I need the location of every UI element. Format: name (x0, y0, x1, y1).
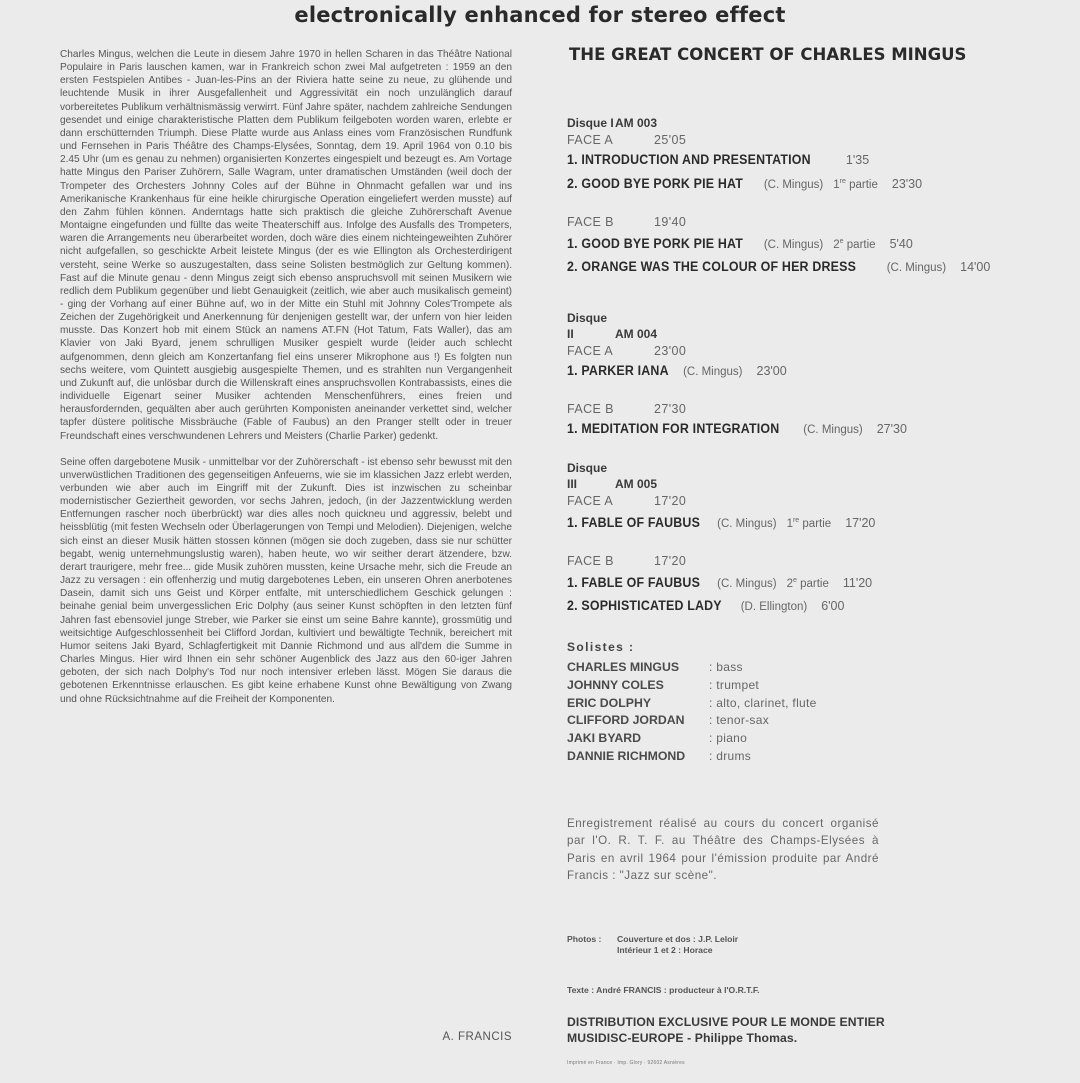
track-number: 1. (567, 363, 578, 378)
track-title-text: SOPHISTICATED LADY (581, 597, 722, 613)
track-duration: 5'40 (889, 236, 913, 251)
imprint-line: Imprimé en France · Imp. Glory · 92602 Asnières (567, 1060, 685, 1066)
disc-label: Disque III (567, 461, 608, 491)
track-composer: (C. Mingus) (717, 577, 777, 590)
disc-header (567, 115, 990, 131)
disc-2 (567, 310, 907, 441)
track-duration: 17'20 (845, 515, 876, 530)
soloist-instrument: : tenor-sax (709, 713, 769, 728)
soloist-row (567, 748, 817, 766)
soloist-row (567, 659, 817, 677)
track-title-text: FABLE OF FAUBUS (581, 514, 701, 530)
part-number: 2 (786, 577, 793, 590)
disc-header (567, 460, 875, 492)
track-number: 1. (567, 152, 578, 167)
track-row (567, 570, 875, 595)
part-word: partie (849, 178, 878, 191)
liner-notes (60, 48, 512, 706)
face-label: FACE B (567, 214, 614, 229)
track-composer: (C. Mingus) (763, 178, 824, 191)
track-title (567, 360, 669, 381)
face-label: FACE A (567, 133, 614, 147)
track-row (567, 231, 990, 256)
track-title (567, 173, 743, 194)
track-title-text: PARKER IANA (581, 363, 669, 378)
disc-label: Disque I (567, 116, 614, 130)
soloist-row (567, 695, 817, 713)
soloist-row (567, 677, 817, 695)
track-part (787, 578, 829, 590)
track-row (567, 256, 990, 279)
track-title-text: GOOD BYE PORK PIE HAT (581, 175, 744, 191)
track-number: 2. (567, 597, 578, 613)
track-row (567, 418, 907, 441)
album-title: THE GREAT CONCERT OF CHARLES MINGUS (569, 45, 967, 64)
part-word: partie (846, 238, 876, 251)
soloist-instrument: : drums (709, 748, 752, 763)
face-label: FACE B (567, 402, 614, 416)
track-row (567, 149, 990, 171)
track-number: 2. (567, 175, 578, 191)
disc-catalog: AM 004 (615, 327, 658, 341)
part-suffix: re (839, 178, 846, 185)
track-title-text: INTRODUCTION AND PRESENTATION (581, 152, 811, 167)
distribution-line-2: MUSIDISC-EUROPE - Philippe Thomas. (567, 1030, 798, 1045)
soloist-instrument: : bass (709, 660, 743, 674)
part-suffix: e (792, 576, 797, 584)
disc-catalog: AM 005 (615, 477, 658, 491)
track-composer: (C. Mingus) (683, 366, 743, 378)
track-duration: 14'00 (960, 259, 991, 274)
track-title (567, 512, 700, 533)
photo-credits (567, 934, 738, 955)
face-header (567, 131, 990, 149)
face-duration: 17'20 (654, 494, 687, 508)
track-part (833, 179, 878, 191)
part-word: partie (802, 517, 832, 530)
stereo-effect-header: electronically enhanced for stereo effect (294, 3, 786, 27)
face-header (567, 492, 875, 510)
track-row (567, 171, 990, 196)
photos-line-1: Couverture et dos : J.P. Leloir (617, 934, 739, 944)
track-duration: 23'00 (756, 364, 787, 378)
face-header (567, 552, 875, 570)
face-header (567, 213, 990, 231)
distribution-block (567, 1015, 885, 1046)
soloist-row (567, 730, 817, 748)
track-number: 1. (567, 514, 578, 530)
solistes-section (567, 640, 817, 766)
soloist-name: CLIFFORD JORDAN (567, 713, 685, 728)
disc-catalog: AM 003 (615, 116, 658, 130)
track-part (787, 518, 832, 530)
soloist-instrument: : alto, clarinet, flute (709, 695, 817, 710)
track-number: 1. (567, 574, 578, 590)
soloist-instrument: : trumpet (709, 677, 760, 692)
track-composer: (C. Mingus) (886, 261, 947, 274)
track-part (833, 239, 875, 251)
disc-3 (567, 460, 875, 618)
track-title (567, 418, 779, 439)
track-title-text: FABLE OF FAUBUS (581, 574, 701, 590)
solistes-title: Solistes : (567, 640, 635, 654)
track-composer: (C. Mingus) (763, 238, 824, 251)
track-duration: 6'00 (821, 598, 845, 613)
track-row (567, 510, 875, 535)
track-title (567, 572, 700, 593)
track-title-text: GOOD BYE PORK PIE HAT (581, 235, 744, 251)
track-composer: (C. Mingus) (803, 424, 863, 436)
soloist-name: DANNIE RICHMOND (567, 748, 686, 763)
track-number: 1. (567, 421, 578, 436)
photos-label: Photos : (567, 934, 602, 944)
soloist-name: CHARLES MINGUS (567, 660, 680, 674)
part-word: partie (800, 577, 829, 590)
part-suffix: e (839, 237, 844, 245)
track-row (567, 595, 875, 618)
track-duration: 27'30 (876, 422, 907, 436)
liner-notes-paragraph-2: Seine offen dargebotene Musik - unmittelbar vor der Zuhörerschaft - ist ebenso sehr bewusst mit den unverwüstlichen Traditionen des gegenseitigen Anfeuerns, wie sie im klassichen Jazz erlebt werden, verbunden wie aber auch im Eingriff mit der Zukunft. Dies ist inzwischen zu scheinbar modernistischer Geziertheit geworden, vor sechs Jahren, jedoch, (in der Jazzentwicklung werden Entfernungen rascher noch überbrückt) war dies alles noch quickneu und aggressiv, belebt und heissblütig (mit festen Wechseln oder Überlagerungen von Tempi und Melodien). Diejenigen, welche sich einst an dieser Musik hätten stossen können (mögen sie doch zugeben, dass sie nur schütter begabt, wenig unternehmungslustig waren), haben heute, wo wir seither derart ätzendere, bzw. derart traurigere, mehr free... gide Musik zuhören mussten, keine Ursache mehr, sich die Freude an Jazz zu versagen : ein offenherzig und mutig dargebotenes Leben, ein unseren Ohren anerbotenes Dasein, damit sich uns Geist und Körper entfalte, mit unterschiedlichem Geschick gelungen : beinahe genial beim unvergesslichen Eric Dolphy (aus seiner Kunst schöpften in den letzten fünf Jahren fast ebensoviel junge Streber, wie Parker sie einst um seine Bahre kannte), grossmütig und weitsichtige Aufgeschlossenheit bei Clifford Jordan, kultiviert und bewältigte Technik, bereichert mit Humor seitens Jaki Byard, Schlagfertigkeit mit Dannie Richmond und aus all'dem die Summe in Charles Mingus. Hier wird Ihnen ein sehr schöner Augenblick des Jazz aus den 60-iger Jahren geboten, der sich nach Dolphy's Tod nur noch intensiver erleben lässt. Mögen Sie daraus die gebotenen Erkenntnisse erlauschen. Es gibt keine erhabene Kunst ohne Bewältigung von Zwang und ohne Rücksichtnahme auf die Freiheit der Komponenten. (60, 456, 512, 705)
part-suffix: re (792, 517, 800, 524)
text-credit: Texte : André FRANCIS : producteur à l'O.R.T.F. (567, 985, 760, 995)
track-row (567, 360, 907, 383)
face-duration: 19'40 (654, 214, 687, 229)
face-label: FACE B (567, 553, 614, 568)
track-composer: (D. Ellington) (740, 600, 808, 613)
track-title (567, 256, 856, 277)
soloist-name: ERIC DOLPHY (567, 695, 652, 710)
soloist-row (567, 712, 817, 730)
part-number: 2 (833, 238, 840, 251)
track-title-text: MEDITATION FOR INTEGRATION (581, 421, 780, 436)
recording-note: Enregistrement réalisé au cours du concert organisé par l'O. R. T. F. au Théâtre des Champs-Elysées à Paris en avril 1964 pour l'émission produite par André Francis : "Jazz sur scène". (567, 817, 879, 882)
disc-1 (567, 115, 990, 279)
face-header (567, 400, 907, 418)
track-title (567, 595, 722, 616)
liner-notes-paragraph-1: Charles Mingus, welchen die Leute in diesem Jahre 1970 in hellen Scharen in das Théâtre National Populaire in Paris lauschen kamen, war in Frankreich schon zwei Mal aufgetreten : 1959 an den ersten Festspielen Antibes - Juan-les-Pins an der Riviera hatte seine zu neue, zu glühende und leuchtende Musik in ihrer Ausgefallenheit und Aggressivität ein noch unzulänglich darauf vorbereitetes Publikum verhältnismässig verwirrt. Fünf Jahre später, nachdem zahlreiche Sendungen gesendet und einige charakteristische Platten dem Publikum feilgeboten worden waren, erlebte er dann erschütternden Triumph. Diese Platte wurde aus Anlass eines vom Französischen Rundfunk und Fernsehen in Paris Théâtre des Champs-Elysées, Sonntag, dem 19. April 1964 von 0.10 bis 2.45 Uhr (um es genau zu nehmen) organisierten Konzertes eingespielt und bezeugt es. Am Vortage hatte Mingus den Pariser Zuhörern, Salle Wagram, unter dramatischen Umständen (weil doch der Trompeter des Orchesters Johnny Coles auf der Bühne in Ohnmacht gefallen war und ins Amerikanische Krankenhaus für eine heikle chirurgische Operation eingeliefert werden musste) auf den Zahm fühlen können. Anderntags hatte sich praktisch die gleiche Zuhörerschaft Avenue Montaigne eingefunden und füllte das weite Theaterschiff aus. Infolge des Ausfalls des Trompeters, waren die Arrangements neu überarbeitet worden, doch wäre dies einem nichteingeweihten Zuhörer nicht aufgefallen, so geschickte Arbeit leistete Mingus (der es wie Ellington als Orchesterdirigent versteht, seine Werke so auszugestalten, dass seine Solisten bestmöglich zur Geltung kommen). Fast auf die Minute genau - denn Mingus zeigt sich ebenso anspruchsvoll mit seinen Musikern wie redlich dem Publikum gegenüber und liebt Genauigkeit (zeitlich, wie aber auch musikalisch gemeint) - ging der Vorhang auf einer Bühne auf, wo in der Mitte ein Stuhl mit Johnny Coles'Trompete als Zeichen der Zugehörigkeit und Anerkennung für denjenigen gestellt war, der unfern von hier leiden musste. Das Konzert hob mit einem Stück an namens AT.FN (Hot Tatum, Fats Waller), das am Klavier von Jaki Byard, jenem schrulligen Musiker gespielt wurde (leider auch schlecht aufgenommen, denn gleich am Konzertanfang fiel eins unserer Mikrophone aus !) Es folgten nun sechs weitere, vom Quintett ausgiebig ausgespielte Themen, und es strahlten nun Vergangenheit und Zukunft auf, die unlösbar durch die Willenskraft eines anspruchsvollen Kontrabassists, eines die individuelle Eigenart seiner Musiker achtenden Menschenführers, eines freien und herausfordernden, gequälten aber auch gerührten Komponisten aneinander verkettet sind, welcher tapfer düstere politische Missbräuche (Fable of Faubus) an den Pranger stellt oder in treuer Freundschaft eines verschwundenen Lehrers und Meisters (Charlie Parker) gedenkt. (60, 49, 512, 442)
face-duration: 17'20 (654, 553, 687, 568)
face-header (567, 342, 907, 360)
photos-line-2: Intérieur 1 et 2 : Horace (617, 944, 713, 955)
face-duration: 25'05 (654, 133, 687, 147)
part-number: 1 (786, 517, 793, 530)
soloist-name: JAKI BYARD (567, 731, 642, 746)
track-title (567, 233, 743, 254)
soloist-instrument: : piano (709, 731, 748, 746)
part-number: 1 (833, 178, 840, 191)
face-duration: 23'00 (654, 344, 687, 358)
track-duration: 1'35 (845, 153, 870, 167)
track-duration: 11'20 (842, 575, 873, 590)
distribution-line-1: DISTRIBUTION EXCLUSIVE POUR LE MONDE ENTIER (567, 1015, 885, 1029)
track-title-text: ORANGE WAS THE COLOUR OF HER DRESS (581, 258, 857, 274)
track-title (567, 149, 811, 170)
track-composer: (C. Mingus) (717, 517, 777, 530)
track-number: 2. (567, 258, 578, 274)
track-number: 1. (567, 235, 578, 251)
liner-notes-signature: A. FRANCIS (442, 1031, 512, 1043)
soloist-name: JOHNNY COLES (567, 677, 664, 692)
track-duration: 23'30 (891, 176, 923, 191)
disc-header (567, 310, 907, 342)
face-label: FACE A (567, 494, 614, 508)
disc-label: Disque II (567, 311, 608, 341)
face-duration: 27'30 (654, 402, 687, 416)
face-label: FACE A (567, 344, 614, 358)
